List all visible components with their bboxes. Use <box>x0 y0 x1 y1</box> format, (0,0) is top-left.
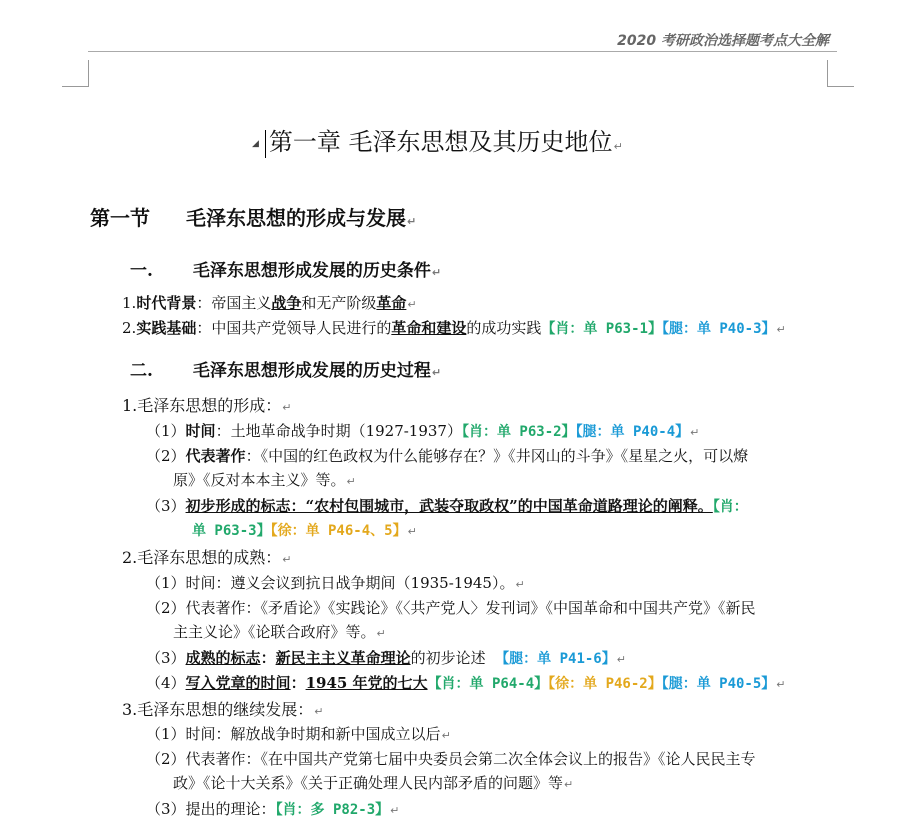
paragraph-mark-icon: ↵ <box>441 729 451 742</box>
section-title: 毛泽东思想的形成与发展 <box>186 206 406 230</box>
list-item: （3）成熟的标志：新民主主义革命理论的初步论述 【腿：单 P41-6】↵ <box>146 649 626 667</box>
list-item: （4）写入党章的时间：1945 年党的七大【肖：单 P64-4】【徐：单 P46-2】【腿：单 P40-5】↵ <box>146 674 786 692</box>
list-item: 2.实践基础：中国共产党领导人民进行的革命和建设的成功实践【肖：单 P63-1】【腿：单 P40-3】↵ <box>122 319 786 337</box>
point-heading: 3.毛泽东思想的继续发展：↵ <box>122 700 324 719</box>
paragraph-mark-icon: ↵ <box>314 705 324 718</box>
paragraph-mark-icon: ↵ <box>407 215 417 228</box>
chapter-title: 第一章 毛泽东思想及其历史地位 <box>268 128 613 156</box>
header-rule <box>88 51 837 52</box>
list-item-continuation <box>192 520 417 542</box>
paragraph-mark-icon: ↵ <box>616 653 626 666</box>
source-tag: 【徐：单 P46-4、5】 <box>270 523 407 539</box>
paragraph-mark-icon: ↵ <box>431 266 442 279</box>
list-item: （1）时间：土地革命战争时期（1927-1937）【肖：单 P63-2】【腿：单 P40-4】↵ <box>146 422 700 440</box>
source-tag: 【腿：单 P40-5】 <box>661 676 776 692</box>
source-tag: 单 P63-3】 <box>192 523 271 539</box>
source-tag: 【肖：单 P63-2】 <box>461 424 576 440</box>
subsection-heading-2 <box>130 356 441 381</box>
list-item-continuation: 政》《论十大关系》《关于正确处理人民内部矛盾的问题》等↵ <box>173 774 574 792</box>
source-tag: 【肖：单 P64-4】 <box>427 676 549 692</box>
source-tag: 【腿：单 P40-3】 <box>661 321 776 337</box>
paragraph-mark-icon: ↵ <box>431 366 442 379</box>
paragraph-mark-icon: ↵ <box>407 525 417 538</box>
collapse-triangle-icon[interactable]: ◢ <box>252 138 259 149</box>
list-item: （2）代表著作：《在中国共产党第七届中央委员会第二次全体会议上的报告》《论人民民主专 <box>146 750 756 768</box>
text-cursor <box>265 130 266 158</box>
source-tag: 【肖： <box>712 499 748 515</box>
subsection-number: 二. <box>130 361 153 381</box>
paragraph-mark-icon: ↵ <box>407 298 417 311</box>
header-title: 2020 考研政治选择题考点大全解 <box>617 33 829 49</box>
list-item-continuation: 主主义论》《论联合政府》等。↵ <box>173 623 386 641</box>
source-tag: 【肖：单 P63-1】 <box>541 321 662 337</box>
source-tag: 【腿：单 P40-4】 <box>575 424 690 440</box>
subsection-heading-1 <box>130 256 441 281</box>
section-number: 第一节 <box>90 206 150 230</box>
subsection-title: 毛泽东思想形成发展的历史过程 <box>192 361 431 381</box>
paragraph-mark-icon: ↵ <box>564 778 574 791</box>
section-heading <box>90 202 416 231</box>
list-item: （1）时间：解放战争时期和新中国成立以后↵ <box>146 725 451 743</box>
list-item: （3）初步形成的标志：“农村包围城市，武装夺取政权”的中国革命道路理论的阐释。【肖： <box>146 497 748 515</box>
list-item-continuation: 原》《反对本本主义》等。↵ <box>173 471 356 489</box>
list-item: （1）时间：遵义会议到抗日战争期间（1935-1945）。↵ <box>146 574 525 592</box>
subsection-number: 一. <box>130 261 153 281</box>
list-item: 1.时代背景：帝国主义战争和无产阶级革命↵ <box>122 294 417 312</box>
paragraph-mark-icon: ↵ <box>690 426 700 439</box>
source-tag: 【徐：单 P46-2】 <box>548 676 662 692</box>
paragraph-mark-icon: ↵ <box>515 578 525 591</box>
point-heading: 1.毛泽东思想的形成：↵ <box>122 396 292 415</box>
paragraph-mark-icon: ↵ <box>282 553 292 566</box>
chapter-heading[interactable] <box>252 122 623 158</box>
crop-mark-left <box>62 60 89 87</box>
paragraph-mark-icon: ↵ <box>376 627 386 640</box>
paragraph-mark-icon: ↵ <box>776 678 786 691</box>
paragraph-mark-icon: ↵ <box>613 140 623 153</box>
paragraph-mark-icon: ↵ <box>346 475 356 488</box>
paragraph-mark-icon: ↵ <box>282 401 292 414</box>
source-tag: 【肖：多 P82-3】 <box>275 802 390 818</box>
list-item: （2）代表著作：《矛盾论》《实践论》《〈共产党人〉发刊词》《中国革命和中国共产党》《新民 <box>146 599 756 617</box>
paragraph-mark-icon: ↵ <box>390 804 400 817</box>
crop-mark-right <box>827 60 854 87</box>
list-item: （2）代表著作：《中国的红色政权为什么能够存在？》《井冈山的斗争》《星星之火，可以燎 <box>146 447 749 465</box>
paragraph-mark-icon: ↵ <box>776 323 786 336</box>
point-heading: 2.毛泽东思想的成熟：↵ <box>122 548 292 567</box>
source-tag: 【腿：单 P41-6】 <box>495 651 616 667</box>
list-item: （3）提出的理论：【肖：多 P82-3】↵ <box>146 800 400 818</box>
subsection-title: 毛泽东思想形成发展的历史条件 <box>192 261 431 281</box>
